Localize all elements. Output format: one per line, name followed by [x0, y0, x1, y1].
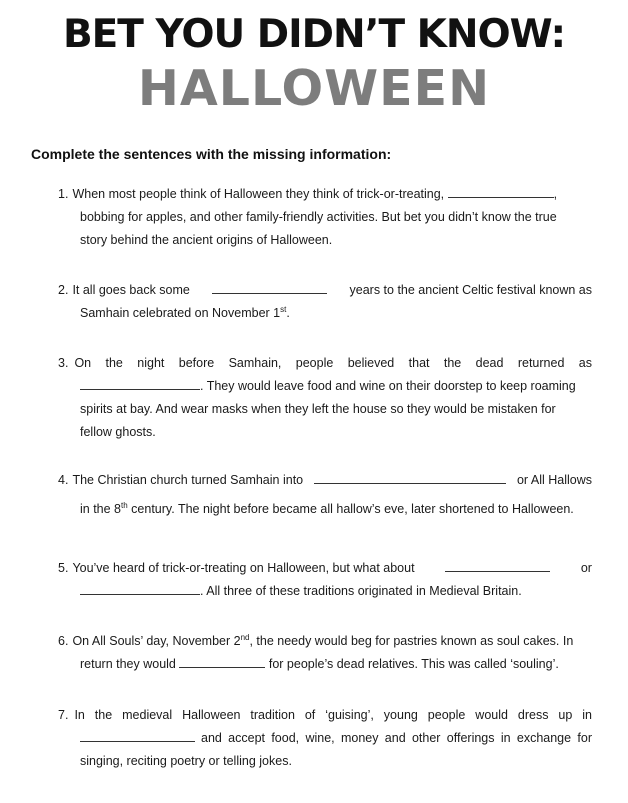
- question-text: or: [580, 561, 592, 575]
- question-text: In the medieval Halloween tradition of ‘guising’, young people would dress up in: [74, 708, 592, 722]
- question-text: century. The night before became all hallow’s eve, later shortened to Halloween.: [127, 502, 574, 516]
- question-7-line-3: singing, reciting poetry or telling jokes.: [80, 754, 292, 768]
- question-2-line-2: [58, 302, 592, 325]
- question-text: or All Hallows: [516, 473, 592, 487]
- question-4: [58, 469, 592, 521]
- question-number: 3.: [58, 356, 69, 370]
- question-text: return they would: [80, 657, 176, 671]
- question-text: in the 8: [80, 502, 122, 516]
- question-3-line-1: [58, 352, 592, 375]
- question-1: [58, 183, 592, 252]
- superscript: st: [280, 304, 287, 314]
- question-7-line-2: [58, 727, 592, 750]
- answer-blank[interactable]: [80, 727, 195, 742]
- question-text: Samhain celebrated on November 1: [80, 306, 281, 320]
- answer-blank[interactable]: [80, 375, 200, 390]
- question-text: .: [286, 306, 290, 320]
- question-5-line-2: [58, 580, 592, 603]
- question-text: On the night before Samhain, people believed that the dead returned as: [74, 356, 592, 370]
- question-number: 5.: [58, 561, 69, 575]
- question-text: On All Souls’ day, November 2: [72, 634, 241, 648]
- question-text: ,: [553, 187, 558, 201]
- question-4-line-1: [58, 469, 592, 492]
- title-line-2: HALLOWEEN: [137, 60, 491, 117]
- question-6: [58, 630, 592, 676]
- question-3-line-2: [58, 375, 592, 398]
- question-text: It all goes back some: [72, 283, 190, 297]
- question-5-line-1: [58, 557, 592, 580]
- question-number: 6.: [58, 634, 69, 648]
- answer-blank[interactable]: [80, 580, 200, 595]
- question-7: [58, 704, 592, 773]
- question-text: years to the ancient Celtic festival known as: [349, 283, 592, 297]
- question-3-line-4: fellow ghosts.: [80, 425, 156, 439]
- question-3-line-3: spirits at bay. And wear masks when they left the house so they would be mistaken for: [80, 402, 556, 416]
- question-text: The Christian church turned Samhain into: [72, 473, 304, 487]
- question-text: , the needy would beg for pastries known as soul cakes. In: [249, 634, 574, 648]
- answer-blank[interactable]: [314, 469, 506, 484]
- question-text: and accept food, wine, money and other offerings in exchange for: [201, 731, 592, 745]
- question-3: [58, 352, 592, 444]
- question-5: [58, 557, 592, 603]
- answer-blank[interactable]: [179, 653, 265, 668]
- question-text: You’ve heard of trick-or-treating on Halloween, but what about: [72, 561, 415, 575]
- question-number: 7.: [58, 708, 69, 722]
- superscript: nd: [240, 632, 250, 642]
- answer-blank[interactable]: [212, 279, 327, 294]
- question-1-line-3: story behind the ancient origins of Halloween.: [80, 233, 333, 247]
- question-text: When most people think of Halloween they think of trick-or-treating,: [72, 187, 445, 201]
- question-number: 2.: [58, 283, 69, 297]
- question-text: . All three of these traditions originated in Medieval Britain.: [200, 584, 522, 598]
- question-2: [58, 279, 592, 325]
- question-6-line-1: [58, 630, 592, 653]
- question-number: 4.: [58, 473, 69, 487]
- question-text: for people’s dead relatives. This was called ‘souling’.: [268, 657, 559, 671]
- superscript: th: [121, 500, 128, 510]
- question-number: 1.: [58, 187, 69, 201]
- question-text: . They would leave food and wine on their doorstep to keep roaming: [200, 379, 576, 393]
- question-1-line-1: [58, 183, 592, 206]
- question-2-line-1: [58, 279, 592, 302]
- question-6-line-2: [58, 653, 592, 676]
- title-line-1: BET YOU DIDN’T KNOW:: [62, 12, 566, 57]
- answer-blank[interactable]: [448, 183, 554, 198]
- question-1-line-2: bobbing for apples, and other family-friendly activities. But bet you didn’t know the true: [80, 210, 557, 224]
- instructions: Complete the sentences with the missing information:: [31, 146, 392, 162]
- question-4-line-2: [58, 498, 592, 521]
- answer-blank[interactable]: [445, 557, 550, 572]
- question-7-line-1: [58, 704, 592, 727]
